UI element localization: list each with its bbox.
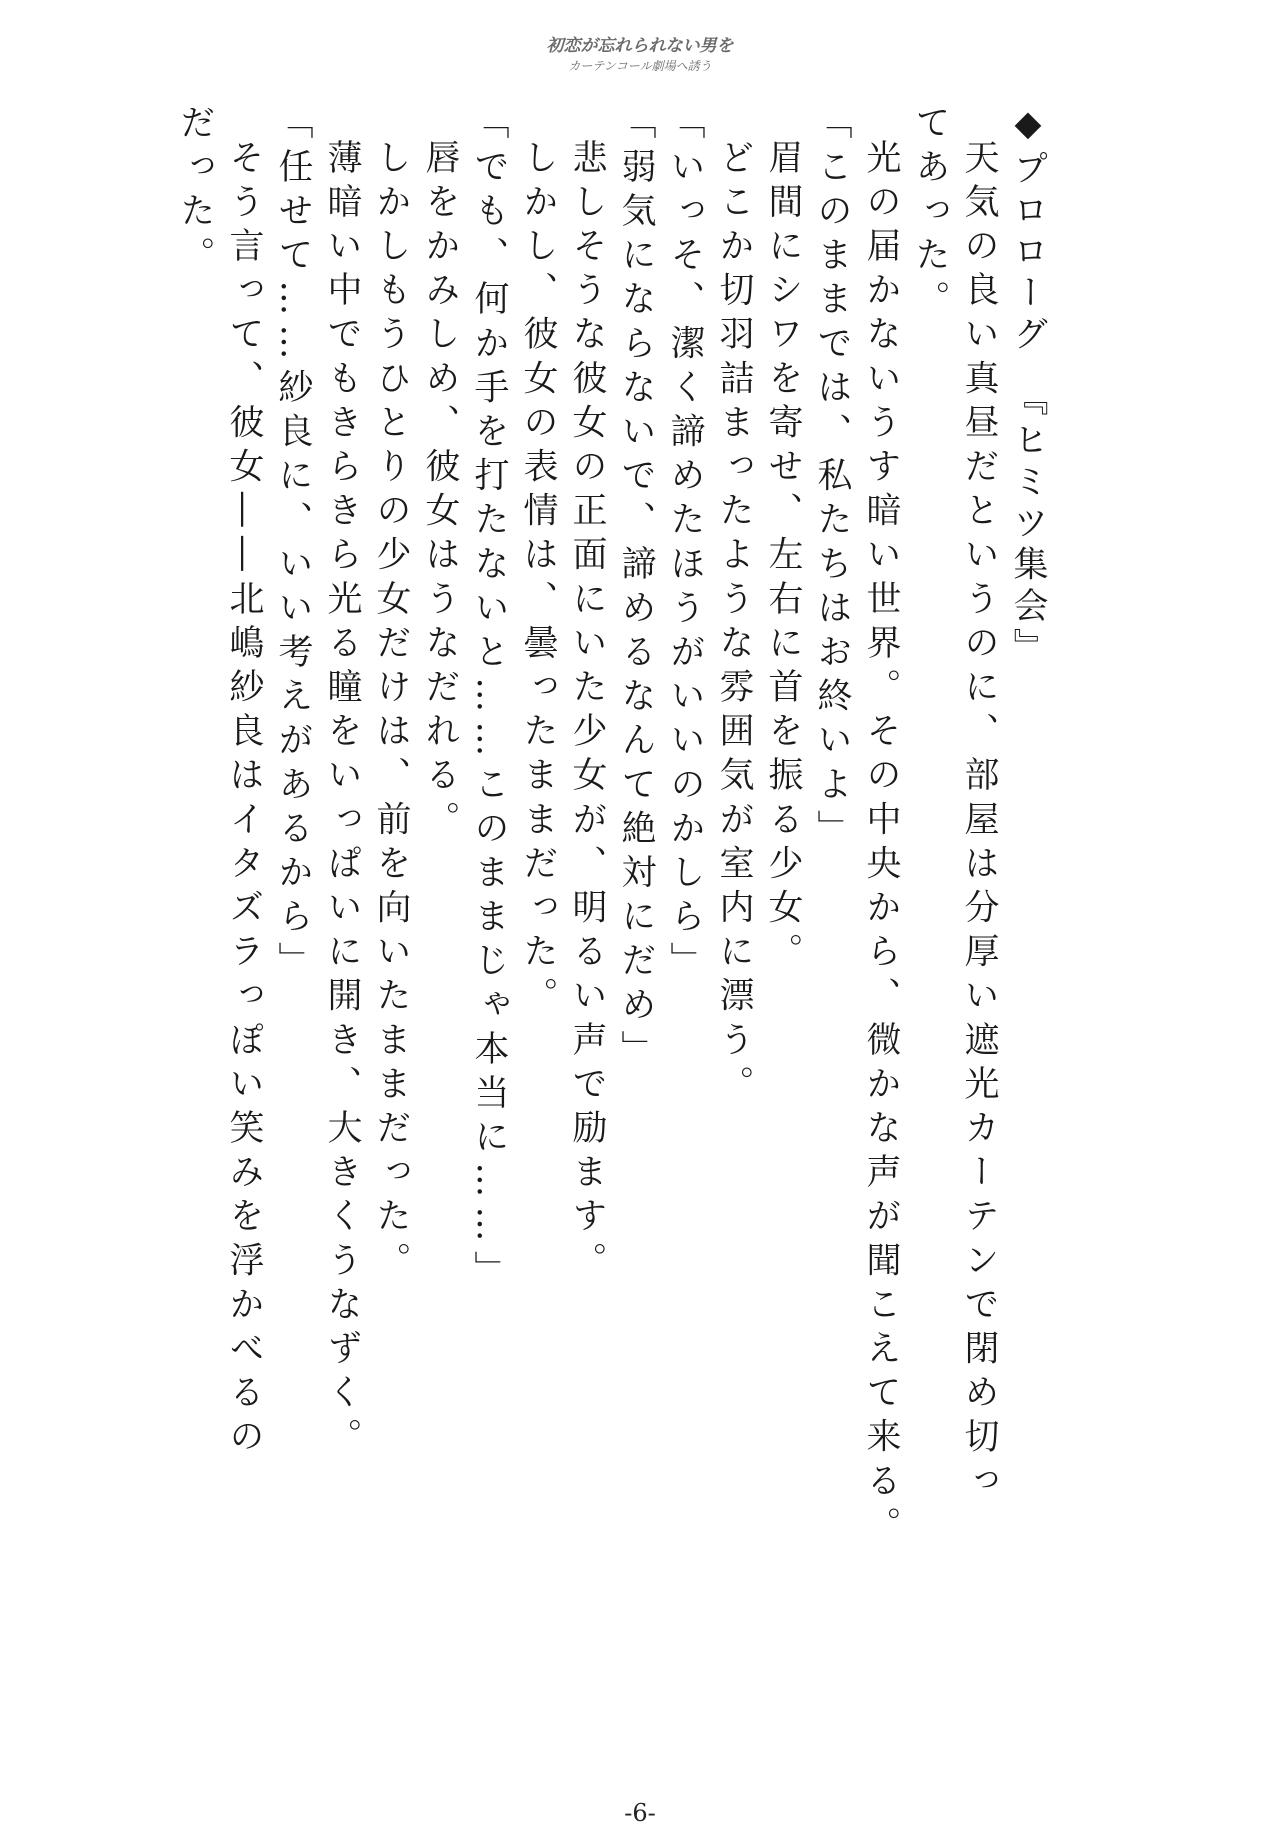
text-line: しかし、彼女の表情は、曇ったままだった。 [518,139,558,1021]
text-line: 天気の良い真昼だというのに、部屋は分厚い遮光カーテンで閉め切っ [959,139,999,1507]
running-head-title: 初恋が忘れられない男を [546,36,734,56]
chapter-heading: ◆プロローグ 『ヒミツ集会』 [1008,104,1048,670]
text-line: 「弱気にならないで、諦めるなんて絶対にだめ」 [616,104,656,1075]
text-line: 悲しそうな彼女の正面にいた少女が、明るい声で励ます。 [567,139,607,1286]
text-line: 「でも、何か手を打たないと……このままじゃ本当に……」 [469,104,509,1295]
running-head-subtitle: カーテンコール劇場へ誘う [568,59,712,73]
text-line: 薄暗い中でもきらきら光る瞳をいっぱいに開き、大きくうなずく。 [322,139,362,1462]
running-head-logo [545,34,735,84]
text-line: 光の届かないうす暗い世界。その中央から、微かな声が聞こえて来る。 [861,139,901,1551]
text-line: 「このままでは、私たちはお終いよ」 [812,104,852,854]
vertical-body-text [170,104,1052,1551]
text-line: てあった。 [910,104,950,325]
text-line: そう言って、彼女――北嶋紗良はイタズラっぽい笑みを浮かべるの [224,139,264,1462]
page-number: -6- [624,1799,656,1827]
text-line: だった。 [175,104,215,281]
text-line: 「任せて……紗良に、いい考えがあるから」 [273,104,313,986]
text-line: しかしもうひとりの少女だけは、前を向いたままだった。 [371,139,411,1286]
text-line: 「いっそ、潔く諦めたほうがいいのかしら」 [665,104,705,986]
text-line: 眉間にシワを寄せ、左右に首を振る少女。 [763,139,803,977]
text-line: どこか切羽詰まったような雰囲気が室内に漂う。 [714,139,754,1110]
text-line: 唇をかみしめ、彼女はうなだれる。 [420,139,460,845]
